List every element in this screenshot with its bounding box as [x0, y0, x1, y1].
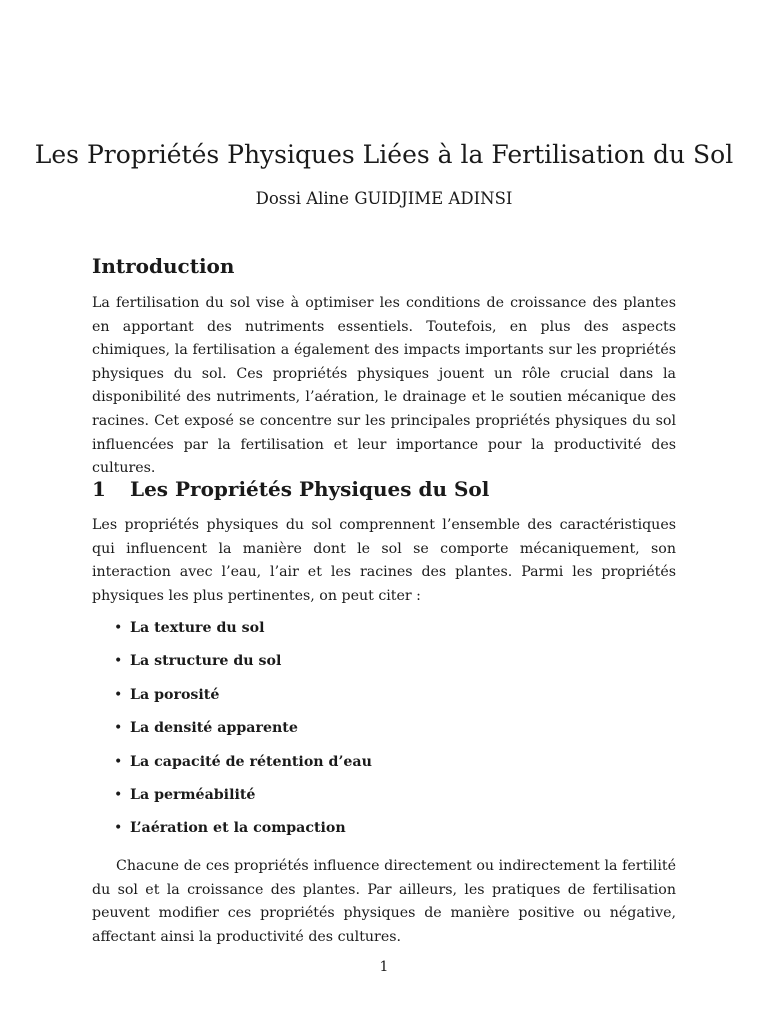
section-1-title: Les Propriétés Physiques du Sol [130, 477, 490, 501]
bullet-icon: • [114, 620, 123, 636]
document-title: Les Propriétés Physiques Liées à la Fertilisation du Sol [34, 140, 734, 169]
list-item [92, 816, 372, 849]
list-item-label: La capacité de rétention d’eau [130, 753, 372, 770]
list-item [92, 616, 372, 649]
bullet-icon: • [114, 753, 123, 770]
list-item-label: La densité apparente [130, 720, 298, 737]
list-item-label: La porosité [130, 686, 220, 703]
bullet-icon: • [114, 653, 123, 670]
bullet-icon: • [114, 820, 123, 837]
list-item-label: L’aération et la compaction [130, 820, 346, 837]
bullet-icon: • [114, 686, 123, 703]
list-item [92, 683, 372, 716]
section-1-number: 1 [92, 477, 106, 501]
list-item [92, 750, 372, 783]
properties-list [92, 616, 372, 850]
list-item [92, 649, 372, 682]
list-item-label: La texture du sol [130, 620, 265, 636]
bullet-icon: • [114, 786, 123, 803]
bullet-icon: • [114, 720, 123, 737]
introduction-paragraph: La fertilisation du sol vise à optimiser les conditions de croissance des plantes en apportant des nutriments essentiels. Toutefois, en plus des aspects chimiques, la fertilisation a également des impacts importants sur les propriétés physiques du sol. Ces propriétés physiques jouent un rôle crucial dans la disponibilité des nutriments, l’aération, le drainage et le soutien mécanique des racines. Cet exposé se concentre sur les principales propriétés physiques du sol influencées par la fertilisation et leur importance pour la productivité des cultures. [92, 295, 676, 477]
section-1-paragraph: Les propriétés physiques du sol comprennent l’ensemble des caractéristiques qui influencent la manière dont le sol se comporte mécaniquement, son interaction avec l’eau, l’air et les racines des plantes. Parmi les propriétés physiques les plus pertinentes, on peut citer : [92, 517, 676, 604]
list-item-label: La perméabilité [130, 786, 256, 803]
document-author: Dossi Aline GUIDJIME ADINSI [255, 189, 513, 208]
introduction-heading: Introduction [92, 254, 235, 278]
section-1-paragraph-2: Chacune de ces propriétés influence directement ou indirectement la fertilité du sol et la croissance des plantes. Par ailleurs, les pratiques de fertilisation peuvent modifier ces propriétés physiques de manière positive ou négative, affectant ainsi la productivité des cultures. [92, 858, 676, 945]
list-item [92, 716, 372, 749]
page-number: 1 [379, 959, 389, 975]
list-item [92, 783, 372, 816]
list-item-label: La structure du sol [130, 653, 282, 670]
section-1-heading [92, 476, 489, 502]
